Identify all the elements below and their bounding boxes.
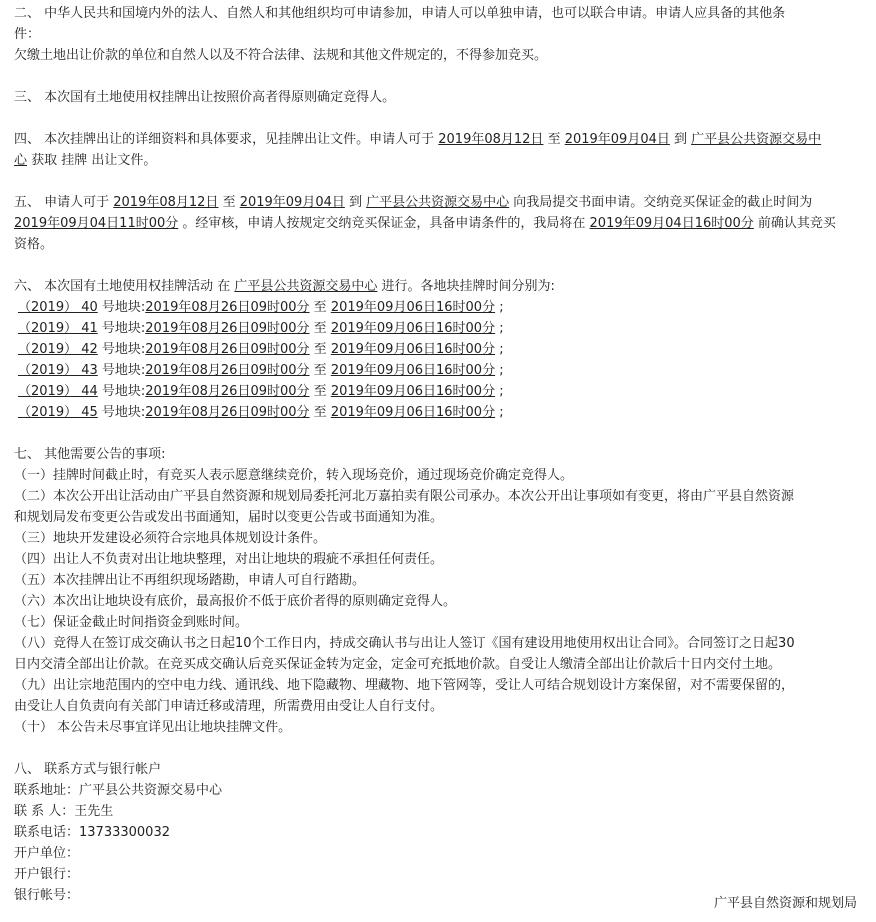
plot-mid: 至 [309, 384, 331, 399]
sec6-text: 六、 本次国有土地使用权挂牌活动 在 [14, 279, 235, 294]
sec7-item: （六）本次出让地块设有底价，最高报价不低于底价者得的原则确定竞得人。 [14, 594, 457, 609]
announcement-body [14, 3, 862, 906]
plot-tail: ; [495, 342, 504, 357]
bank-unit [14, 843, 862, 864]
plot-end: 2019年09月06日16时00分 [330, 384, 496, 399]
sec5-line2 [14, 213, 862, 234]
sec7-item: （七）保证金截止时间指资金到账时间。 [14, 615, 249, 630]
plot-end: 2019年09月06日16时00分 [330, 342, 496, 357]
phone-value: 13733300032 [79, 825, 170, 840]
sec4-text: 至 [543, 132, 565, 147]
plot-id: （2019） 41 [18, 321, 98, 336]
sec5-text: 至 [218, 195, 240, 210]
account-label: 银行帐号： [14, 888, 80, 903]
address-label: 联系地址： [14, 783, 80, 798]
plot-end: 2019年09月06日16时00分 [330, 300, 496, 315]
sec5-place: 广平县公共资源交易中心 [366, 195, 510, 210]
sec8-title: 八、 联系方式与银行帐户 [14, 762, 162, 777]
plot-id: （2019） 45 [18, 405, 98, 420]
plot-tail: ; [495, 321, 504, 336]
sec4-text: 到 [669, 132, 692, 147]
plot-end: 2019年09月06日16时00分 [330, 405, 496, 420]
contact-address [14, 780, 862, 801]
sec3-line: 三、 本次国有土地使用权挂牌出让按照价高者得原则确定竞得人。 [14, 90, 396, 105]
plot-mid: 至 [309, 363, 331, 378]
sec6-place: 广平县公共资源交易中心 [234, 279, 378, 294]
sec7-item: （十） 本公告未尽事宜详见出让地块挂牌文件。 [14, 720, 292, 735]
contact-person [14, 801, 862, 822]
spacer [14, 108, 862, 129]
plot-tail: ; [495, 300, 504, 315]
sec5-text: 向我局提交书面申请。交纳竞买保证金的截止时间为 [509, 195, 813, 210]
sec5-text: 五、 申请人可于 [14, 195, 114, 210]
sec4-line1 [14, 129, 862, 150]
sec2-line1: 二、 中华人民共和国境内外的法人、自然人和其他组织均可申请参加，申请人可以单独申请，也可以联合申请。申请人应具备的其他条 [14, 6, 786, 21]
plot-start: 2019年08月26日09时00分 [145, 300, 310, 315]
sec5-text: 前确认其竞买 [753, 216, 836, 231]
plot-start: 2019年08月26日09时00分 [145, 384, 310, 399]
plot-label: 号地块: [97, 384, 146, 399]
sec5-line1 [14, 192, 862, 213]
sec7-item: （四）出让人不负责对出让地块整理，对出让地块的瑕疵不承担任何责任。 [14, 552, 444, 567]
sec6-line1 [14, 276, 862, 297]
address-value: 广平县公共资源交易中心 [79, 783, 223, 798]
plot-row [14, 360, 862, 381]
plot-end: 2019年09月06日16时00分 [330, 363, 496, 378]
spacer [14, 171, 862, 192]
spacer [14, 66, 862, 87]
sec7-item: （五）本次挂牌出让不再组织现场踏勘，申请人可自行踏勘。 [14, 573, 366, 588]
plot-id: （2019） 43 [18, 363, 98, 378]
sec5-date-start: 2019年08月12日 [113, 195, 219, 210]
sec4-line2 [14, 150, 862, 171]
plot-mid: 至 [309, 405, 331, 420]
unit-label: 开户单位： [14, 846, 80, 861]
plot-id: （2019） 44 [18, 384, 98, 399]
sec7-item: 和规划局发布变更公告或发出书面通知，届时以变更公告或书面通知为准。 [14, 510, 444, 525]
plot-label: 号地块: [97, 342, 146, 357]
contact-value: 王先生 [74, 804, 114, 819]
plot-id: （2019） 40 [18, 300, 98, 315]
sec7-item: （八）竞得人在签订成交确认书之日起10个工作日内，持成交确认书与出让人签订《国有建设用地使用权出让合同》。合同签订之日起30 [14, 636, 795, 651]
sec7-item: （一）挂牌时间截止时，有竞买人表示愿意继续竞价，转入现场竞价，通过现场竞价确定竞得人。 [14, 468, 574, 483]
sec5-text: 到 [344, 195, 367, 210]
plot-label: 号地块: [97, 300, 146, 315]
issuer-signature: 广平县自然资源和规划局 [713, 896, 857, 911]
sec5-confirm-time: 2019年09月04日16时00分 [589, 216, 754, 231]
plot-row [14, 297, 862, 318]
sec4-text: 四、 本次挂牌出让的详细资料和具体要求，见挂牌出让文件。申请人可于 [14, 132, 439, 147]
plot-end: 2019年09月06日16时00分 [330, 321, 496, 336]
plot-mid: 至 [309, 300, 331, 315]
plot-tail: ; [495, 405, 504, 420]
sec4-place: 广平县公共资源交易中 [691, 132, 822, 147]
sec2-line2: 件： [14, 27, 41, 42]
plot-start: 2019年08月26日09时00分 [145, 363, 310, 378]
plot-id: （2019） 42 [18, 342, 98, 357]
plot-row [14, 339, 862, 360]
sec7-item: （三）地块开发建设必须符合宗地具体规划设计条件。 [14, 531, 327, 546]
spacer [14, 255, 862, 276]
sec7-item: 日内交清全部出让价款。在竞买成交确认后竞买保证金转为定金，定金可充抵地价款。自受让人缴清全部出让价款后十日内交付土地。 [14, 657, 782, 672]
plot-tail: ; [495, 363, 504, 378]
sec7-item: （二）本次公开出让活动由广平县自然资源和规划局委托河北万嘉拍卖有限公司承办。本次公开出让事项如有变更，将由广平县自然资源 [14, 489, 795, 504]
plot-tail: ; [495, 384, 504, 399]
plot-row [14, 318, 862, 339]
sec7-item: （九）出让宗地范围内的空中电力线、通讯线、地下隐藏物、埋藏物、地下管网等，受让人可结合规划设计方案保留，对不需要保留的， [14, 678, 795, 693]
sec4-date-start: 2019年08月12日 [438, 132, 544, 147]
plot-row [14, 381, 862, 402]
spacer [14, 738, 862, 759]
sec4-place-cont: 心 [14, 153, 28, 168]
sec4-date-end: 2019年09月04日 [564, 132, 670, 147]
plot-label: 号地块: [97, 363, 146, 378]
sec5-date-end: 2019年09月04日 [239, 195, 345, 210]
plot-label: 号地块: [97, 405, 146, 420]
plot-start: 2019年08月26日09时00分 [145, 342, 310, 357]
plot-mid: 至 [309, 342, 331, 357]
plot-label: 号地块: [97, 321, 146, 336]
plot-mid: 至 [309, 321, 331, 336]
contact-label: 联 系 人： [14, 804, 75, 819]
sec5-deposit-deadline: 2019年09月04日11时00分 [14, 216, 179, 231]
bank-label: 开户银行： [14, 867, 80, 882]
spacer [14, 423, 862, 444]
sec4-text: 获取 挂牌 出让文件。 [27, 153, 157, 168]
plot-start: 2019年08月26日09时00分 [145, 405, 310, 420]
plot-row [14, 402, 862, 423]
sec5-text: 。经审核，申请人按规定交纳竞买保证金，具备申请条件的，我局将在 [178, 216, 590, 231]
sec2-line3: 欠缴土地出让价款的单位和自然人以及不符合法律、法规和其他文件规定的，不得参加竞买。 [14, 48, 548, 63]
sec6-text: 进行。各地块挂牌时间分别为: [377, 279, 555, 294]
contact-phone [14, 822, 862, 843]
sec5-line3: 资格。 [14, 237, 54, 252]
sec7-item: 由受让人自负责向有关部门申请迁移或清理，所需费用由受让人自行支付。 [14, 699, 444, 714]
bank-name [14, 864, 862, 885]
phone-label: 联系电话： [14, 825, 80, 840]
plot-start: 2019年08月26日09时00分 [145, 321, 310, 336]
sec7-title: 七、 其他需要公告的事项: [14, 447, 166, 462]
